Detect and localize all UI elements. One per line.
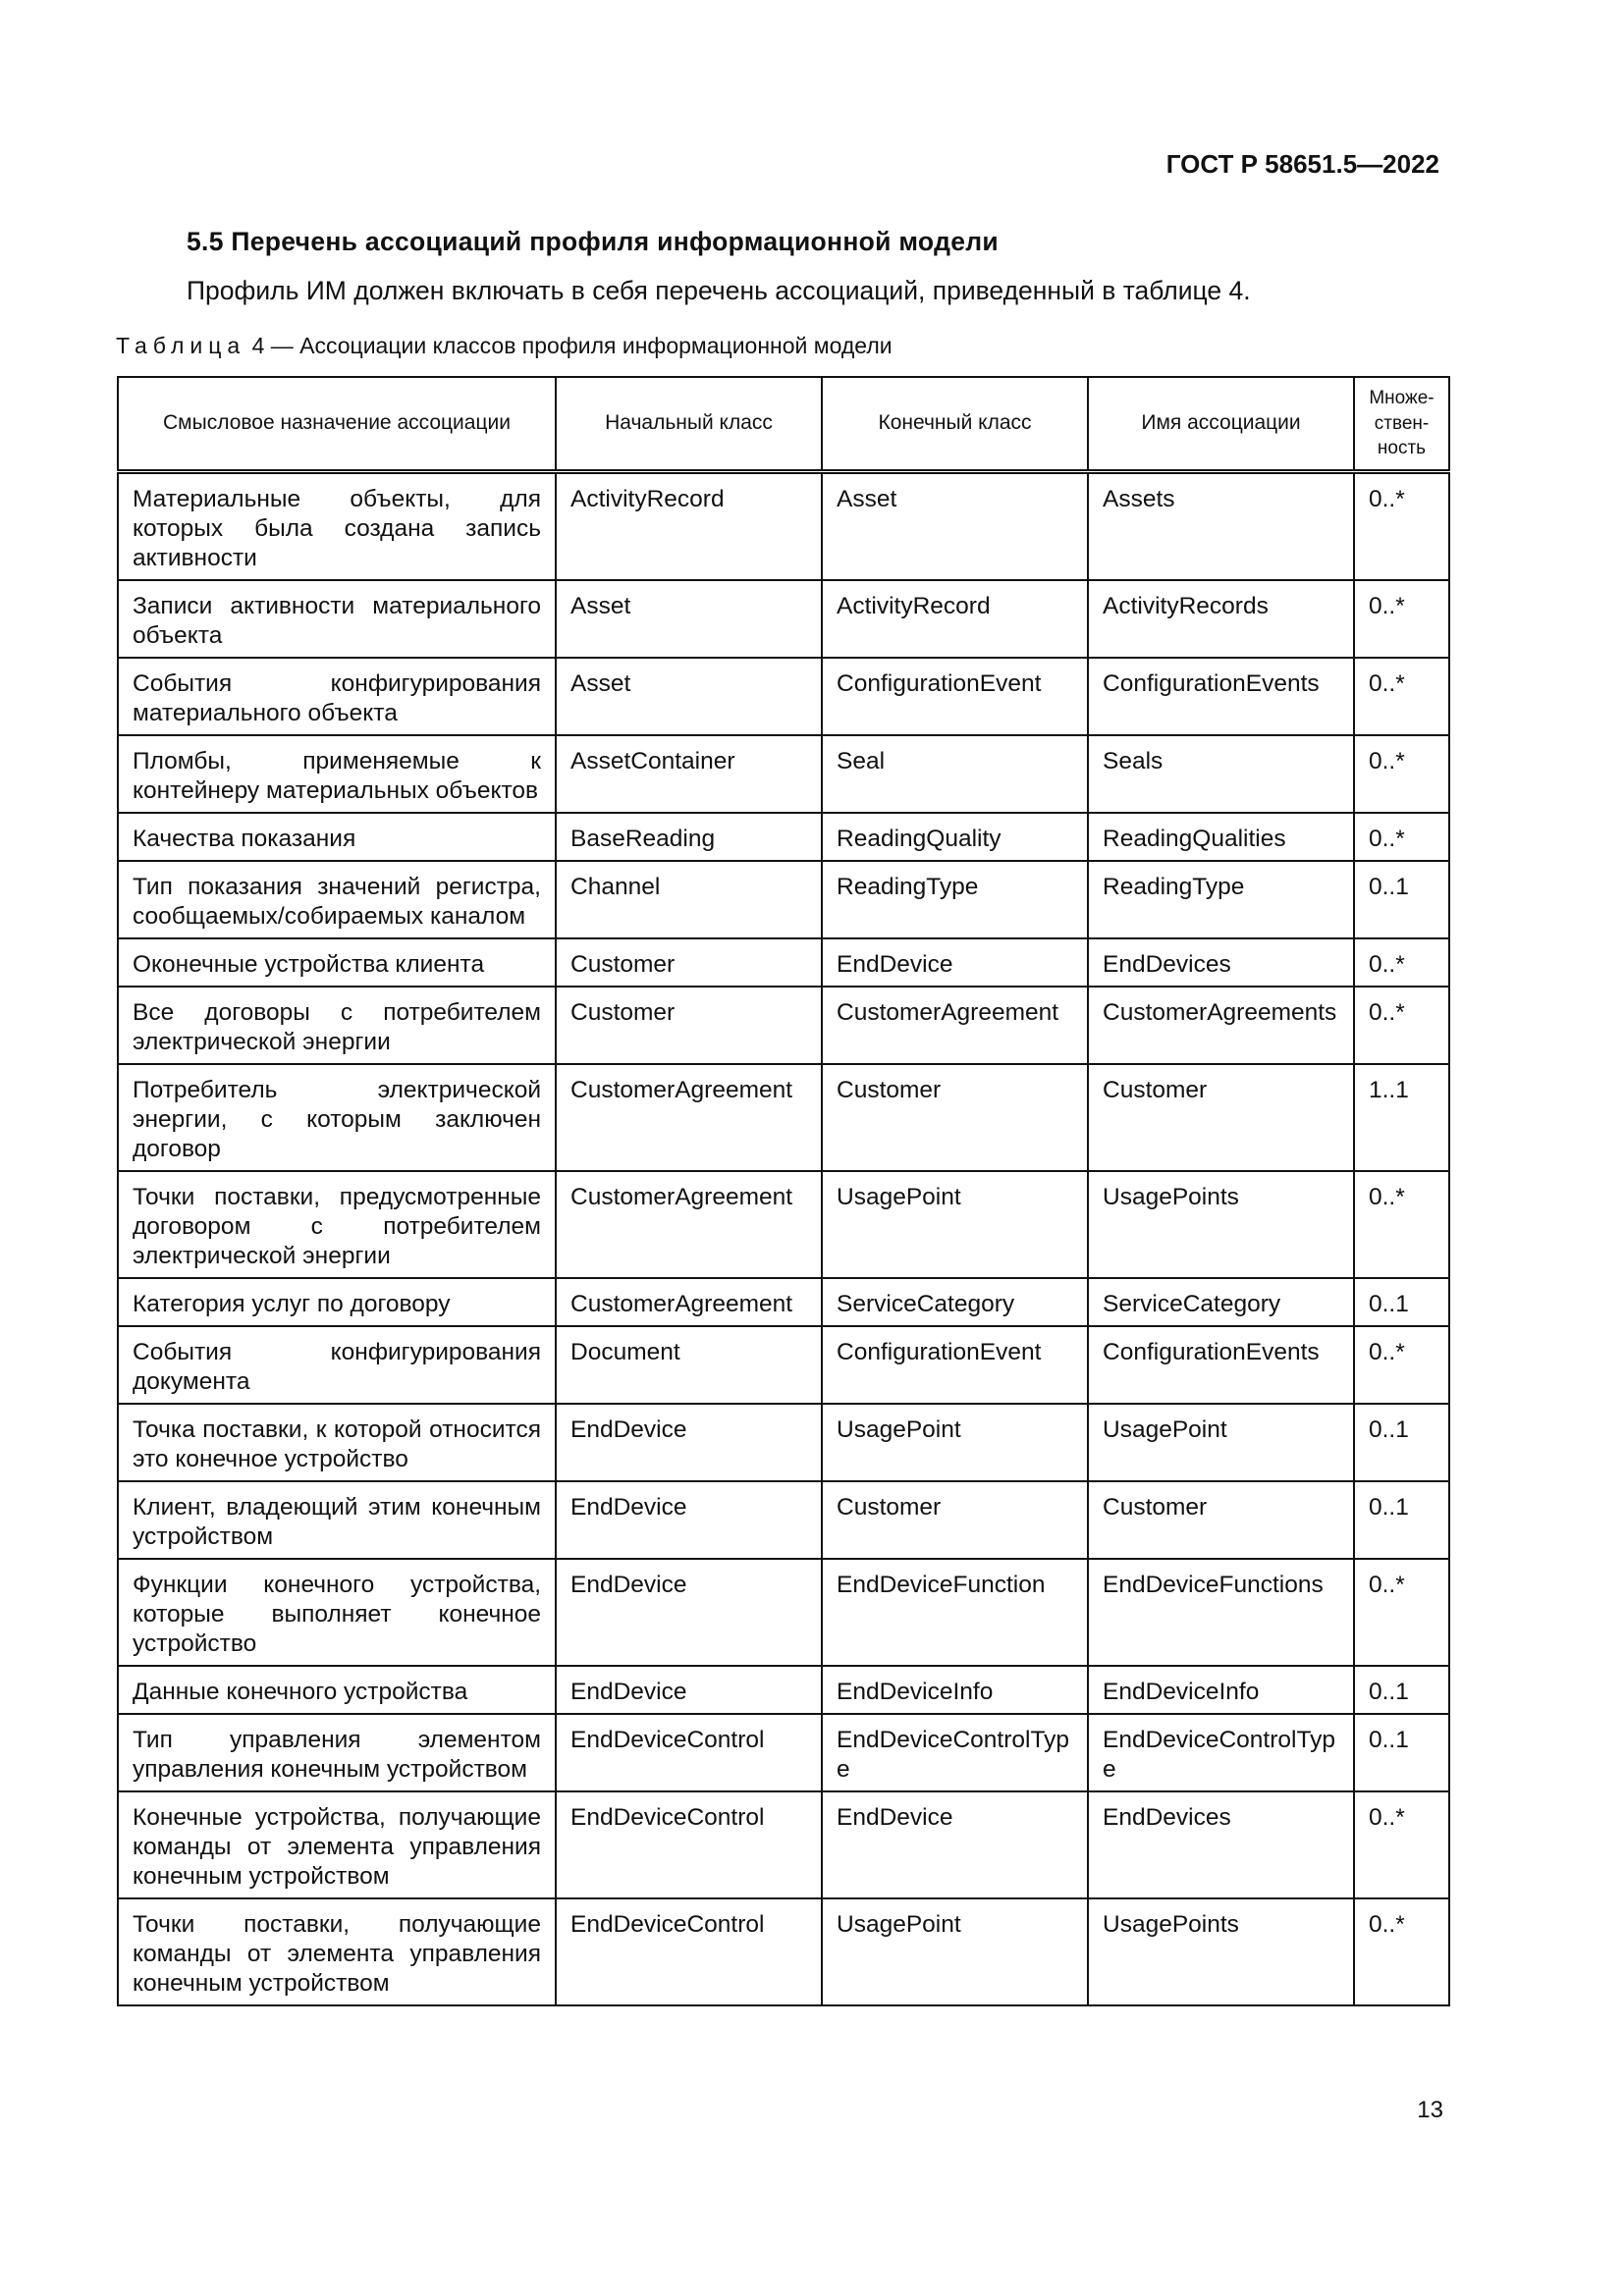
cell-end-class: ConfigurationEvent [822, 658, 1088, 735]
cell-end-class: UsagePoint [822, 1404, 1088, 1481]
table-body [118, 472, 1449, 2006]
table-row [118, 658, 1449, 735]
table-row [118, 1791, 1449, 1898]
table-row [118, 987, 1449, 1064]
cell-purpose: Функции конечного устройства, которые выполняет конечное устройство [118, 1559, 556, 1666]
cell-association-name: EndDevices [1088, 1791, 1354, 1898]
cell-association-name: UsagePoints [1088, 1898, 1354, 2005]
cell-start-class: Customer [556, 987, 822, 1064]
cell-start-class: CustomerAgreement [556, 1278, 822, 1326]
cell-end-class: ActivityRecord [822, 580, 1088, 658]
cell-multiplicity: 0..* [1354, 1326, 1449, 1404]
header-purpose: Смысловое назначение ассоциации [118, 377, 556, 472]
intro-paragraph: Профиль ИМ должен включать в себя перечень ассоциаций, приведенный в таблице 4. [187, 276, 1251, 305]
cell-multiplicity: 0..* [1354, 472, 1449, 581]
table-row [118, 472, 1449, 581]
table-row [118, 1898, 1449, 2005]
cell-association-name: ReadingQualities [1088, 813, 1354, 861]
header-start-class: Начальный класс [556, 377, 822, 472]
cell-multiplicity: 0..* [1354, 1791, 1449, 1898]
cell-association-name: UsagePoints [1088, 1171, 1354, 1278]
cell-multiplicity: 0..1 [1354, 1404, 1449, 1481]
cell-start-class: Document [556, 1326, 822, 1404]
cell-end-class: UsagePoint [822, 1898, 1088, 2005]
cell-association-name: ConfigurationEvents [1088, 1326, 1354, 1404]
cell-association-name: EndDeviceFunctions [1088, 1559, 1354, 1666]
cell-start-class: EndDevice [556, 1404, 822, 1481]
cell-multiplicity: 0..1 [1354, 1714, 1449, 1791]
table-row [118, 1666, 1449, 1714]
cell-start-class: CustomerAgreement [556, 1171, 822, 1278]
cell-start-class: EndDeviceControl [556, 1714, 822, 1791]
page-number: 13 [1417, 2097, 1443, 2123]
cell-end-class: CustomerAgreement [822, 987, 1088, 1064]
table-row [118, 1559, 1449, 1666]
cell-start-class: EndDevice [556, 1666, 822, 1714]
cell-association-name: Customer [1088, 1064, 1354, 1171]
cell-multiplicity: 0..* [1354, 938, 1449, 987]
cell-association-name: ServiceCategory [1088, 1278, 1354, 1326]
cell-purpose: Точки поставки, получающие команды от элемента управления конечным устройством [118, 1898, 556, 2005]
cell-multiplicity: 1..1 [1354, 1064, 1449, 1171]
cell-purpose: События конфигурирования документа [118, 1326, 556, 1404]
cell-purpose: Клиент, владеющий этим конечным устройством [118, 1481, 556, 1559]
table-row [118, 1064, 1449, 1171]
cell-purpose: Материальные объекты, для которых была создана запись активности [118, 472, 556, 581]
table-row [118, 735, 1449, 813]
cell-association-name: Seals [1088, 735, 1354, 813]
cell-multiplicity: 0..1 [1354, 1278, 1449, 1326]
cell-purpose: Записи активности материального объекта [118, 580, 556, 658]
table-header-row [118, 377, 1449, 472]
cell-start-class: BaseReading [556, 813, 822, 861]
table-caption-label: Таблица [116, 333, 246, 358]
cell-association-name: EndDeviceInfo [1088, 1666, 1354, 1714]
header-multiplicity: Множе-ствен-ность [1354, 377, 1449, 472]
cell-start-class: Asset [556, 658, 822, 735]
cell-multiplicity: 0..* [1354, 987, 1449, 1064]
cell-start-class: EndDeviceControl [556, 1898, 822, 2005]
cell-purpose: Точка поставки, к которой относится это конечное устройство [118, 1404, 556, 1481]
cell-start-class: EndDevice [556, 1559, 822, 1666]
cell-end-class: EndDeviceFunction [822, 1559, 1088, 1666]
cell-multiplicity: 0..* [1354, 1171, 1449, 1278]
cell-purpose: Данные конечного устройства [118, 1666, 556, 1714]
cell-purpose: Оконечные устройства клиента [118, 938, 556, 987]
associations-table [117, 376, 1450, 2006]
cell-purpose: Точки поставки, предусмотренные договором с потребителем электрической энергии [118, 1171, 556, 1278]
table-row [118, 1278, 1449, 1326]
cell-multiplicity: 0..1 [1354, 1481, 1449, 1559]
cell-association-name: ConfigurationEvents [1088, 658, 1354, 735]
table-row [118, 1481, 1449, 1559]
cell-end-class: Asset [822, 472, 1088, 581]
cell-purpose: Категория услуг по договору [118, 1278, 556, 1326]
cell-association-name: EndDeviceControlType [1088, 1714, 1354, 1791]
table-row [118, 861, 1449, 938]
cell-purpose: Конечные устройства, получающие команды от элемента управления конечным устройством [118, 1791, 556, 1898]
standard-code: ГОСТ Р 58651.5—2022 [1165, 149, 1439, 179]
table-row [118, 813, 1449, 861]
cell-purpose: Тип управления элементом управления конечным устройством [118, 1714, 556, 1791]
table-row [118, 938, 1449, 987]
section-heading: 5.5 Перечень ассоциаций профиля информационной модели [187, 227, 999, 256]
cell-purpose: Качества показания [118, 813, 556, 861]
cell-association-name: Customer [1088, 1481, 1354, 1559]
cell-end-class: EndDevice [822, 1791, 1088, 1898]
cell-end-class: UsagePoint [822, 1171, 1088, 1278]
cell-association-name: EndDevices [1088, 938, 1354, 987]
table-caption-text: 4 — Ассоциации классов профиля информационной модели [245, 333, 893, 358]
table-caption [116, 333, 893, 359]
cell-multiplicity: 0..1 [1354, 861, 1449, 938]
cell-end-class: Seal [822, 735, 1088, 813]
cell-start-class: Customer [556, 938, 822, 987]
cell-multiplicity: 0..* [1354, 735, 1449, 813]
cell-association-name: ReadingType [1088, 861, 1354, 938]
cell-association-name: ActivityRecords [1088, 580, 1354, 658]
cell-end-class: ReadingQuality [822, 813, 1088, 861]
cell-end-class: ReadingType [822, 861, 1088, 938]
table-row [118, 1326, 1449, 1404]
cell-multiplicity: 0..* [1354, 580, 1449, 658]
cell-purpose: Тип показания значений регистра, сообщаемых/собираемых каналом [118, 861, 556, 938]
header-association-name: Имя ассоциации [1088, 377, 1354, 472]
cell-association-name: UsagePoint [1088, 1404, 1354, 1481]
header-end-class: Конечный класс [822, 377, 1088, 472]
cell-end-class: ServiceCategory [822, 1278, 1088, 1326]
cell-end-class: EndDevice [822, 938, 1088, 987]
table-row [118, 580, 1449, 658]
cell-multiplicity: 0..* [1354, 1898, 1449, 2005]
table-row [118, 1404, 1449, 1481]
cell-purpose: Потребитель электрической энергии, с которым заключен договор [118, 1064, 556, 1171]
cell-start-class: AssetContainer [556, 735, 822, 813]
cell-association-name: CustomerAgreements [1088, 987, 1354, 1064]
cell-start-class: Channel [556, 861, 822, 938]
cell-association-name: Assets [1088, 472, 1354, 581]
table-row [118, 1714, 1449, 1791]
cell-end-class: ConfigurationEvent [822, 1326, 1088, 1404]
cell-end-class: Customer [822, 1064, 1088, 1171]
cell-start-class: CustomerAgreement [556, 1064, 822, 1171]
cell-purpose: Пломбы, применяемые к контейнеру материальных объектов [118, 735, 556, 813]
table-row [118, 1171, 1449, 1278]
cell-end-class: EndDeviceControlType [822, 1714, 1088, 1791]
cell-multiplicity: 0..1 [1354, 1666, 1449, 1714]
cell-end-class: Customer [822, 1481, 1088, 1559]
cell-start-class: EndDeviceControl [556, 1791, 822, 1898]
cell-multiplicity: 0..* [1354, 658, 1449, 735]
cell-purpose: Все договоры с потребителем электрической энергии [118, 987, 556, 1064]
cell-start-class: ActivityRecord [556, 472, 822, 581]
cell-multiplicity: 0..* [1354, 1559, 1449, 1666]
cell-purpose: События конфигурирования материального объекта [118, 658, 556, 735]
cell-start-class: EndDevice [556, 1481, 822, 1559]
cell-start-class: Asset [556, 580, 822, 658]
cell-multiplicity: 0..* [1354, 813, 1449, 861]
cell-end-class: EndDeviceInfo [822, 1666, 1088, 1714]
